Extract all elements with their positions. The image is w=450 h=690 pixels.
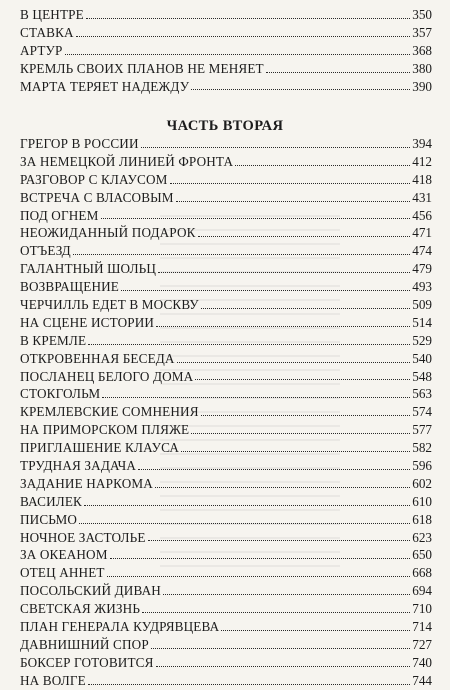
- toc-entry-title: РАЗГОВОР С КЛАУСОМ: [20, 171, 168, 187]
- toc-entry: [20, 42, 432, 60]
- toc-entry-title: В КРЕМЛЕ: [20, 332, 87, 348]
- dot-leader: [156, 325, 410, 327]
- dot-leader: [198, 235, 411, 237]
- dot-leader: [155, 486, 410, 488]
- toc-entry-page: 350: [412, 7, 432, 22]
- toc-entry-title: ГАЛАНТНЫЙ ШОЛЬЦ: [20, 261, 157, 277]
- dot-leader: [221, 629, 410, 631]
- dot-leader: [158, 271, 410, 273]
- dot-leader: [121, 289, 410, 291]
- dot-leader: [79, 522, 410, 524]
- dot-leader: [201, 307, 410, 309]
- dot-leader: [65, 53, 411, 55]
- toc-entry-page: 740: [412, 654, 432, 670]
- toc-entry: [20, 207, 432, 225]
- toc-entry: [20, 421, 432, 439]
- toc-entry-page: 577: [412, 422, 432, 438]
- dot-leader: [76, 35, 410, 37]
- toc-entry-title: ПРИГЛАШЕНИЕ КЛАУСА: [20, 440, 180, 456]
- toc-entry-title: ЗАДАНИЕ НАРКОМА: [20, 475, 153, 491]
- part-two-heading: ЧАСТЬ ВТОРАЯ: [166, 118, 284, 134]
- dot-leader: [201, 414, 411, 416]
- toc-entry-title: АРТУР: [20, 42, 63, 58]
- toc-entry-page: 418: [412, 171, 432, 187]
- toc-entry: [20, 511, 432, 529]
- toc-entry-title: ПЛАН ГЕНЕРАЛА КУДРЯВЦЕВА: [20, 619, 220, 635]
- toc-entry: [20, 654, 432, 672]
- toc-entry-page: 394: [412, 136, 432, 151]
- toc-entry-title: ГРЕГОР В РОССИИ: [20, 136, 139, 151]
- toc-part-one: [20, 6, 432, 95]
- toc-entry-title: ВСТРЕЧА С ВЛАСОВЫМ: [20, 189, 174, 205]
- toc-entry: [20, 439, 432, 457]
- toc-entry-title: НА СЦЕНЕ ИСТОРИИ: [20, 314, 155, 330]
- toc-entry-title: ОТЕЦ АННЕТ: [20, 565, 105, 581]
- toc-entry-title: НА ВОЛГЕ: [20, 672, 86, 688]
- toc-entry: [20, 332, 432, 350]
- dot-leader: [141, 146, 411, 148]
- toc-entry: [20, 260, 432, 278]
- toc-entry-page: 514: [412, 314, 432, 330]
- dot-leader: [138, 468, 410, 470]
- dot-leader: [177, 361, 411, 363]
- toc-entry-page: 710: [412, 601, 432, 617]
- toc-entry: [20, 296, 432, 314]
- dot-leader: [151, 647, 410, 649]
- toc-entry-title: ЗА НЕМЕЦКОЙ ЛИНИЕЙ ФРОНТА: [20, 153, 234, 169]
- toc-entry-page: 368: [412, 42, 432, 58]
- toc-entry: [20, 636, 432, 654]
- toc-entry-page: 714: [412, 619, 432, 635]
- toc-entry-page: 471: [412, 225, 432, 241]
- toc-entry: [20, 60, 432, 78]
- dot-leader: [191, 88, 410, 90]
- dot-leader: [163, 593, 410, 595]
- toc-entry-page: 668: [412, 565, 432, 581]
- toc-entry: [20, 672, 432, 690]
- toc-entry: [20, 314, 432, 332]
- toc-entry-page: 744: [412, 672, 432, 688]
- toc-entry-page: 563: [412, 386, 432, 402]
- toc-entry: [20, 457, 432, 475]
- toc-entry: [20, 135, 432, 153]
- toc-entry-page: 618: [412, 511, 432, 527]
- toc-entry: [20, 6, 432, 24]
- dot-leader: [195, 378, 410, 380]
- toc-entry: [20, 242, 432, 260]
- toc-entry-page: 456: [412, 207, 432, 223]
- dot-leader: [176, 200, 411, 202]
- toc-entry-page: 357: [412, 24, 432, 40]
- dot-leader: [181, 450, 410, 452]
- dot-leader: [88, 683, 410, 685]
- toc-entry: [20, 224, 432, 242]
- toc-entry: [20, 278, 432, 296]
- toc-entry-page: 650: [412, 547, 432, 563]
- toc-entry: [20, 600, 432, 618]
- toc-entry: [20, 78, 432, 96]
- toc-entry-title: В ЦЕНТРЕ: [20, 7, 84, 22]
- toc-entry-page: 474: [412, 243, 432, 259]
- toc-entry-page: 412: [412, 153, 432, 169]
- toc-entry-title: ДАВНИШНИЙ СПОР: [20, 636, 149, 652]
- dot-leader: [101, 217, 411, 219]
- toc-entry-title: ЧЕРЧИЛЛЬ ЕДЕТ В МОСКВУ: [20, 297, 199, 313]
- toc-entry: [20, 153, 432, 171]
- toc-entry-title: СТОКГОЛЬМ: [20, 386, 101, 402]
- dot-leader: [148, 539, 411, 541]
- toc-entry-title: НЕОЖИДАННЫЙ ПОДАРОК: [20, 225, 196, 241]
- dot-leader: [107, 575, 411, 577]
- toc-entry-page: 529: [412, 332, 432, 348]
- toc-entry-title: ПОСОЛЬСКИЙ ДИВАН: [20, 583, 161, 599]
- toc-entry-page: 479: [412, 261, 432, 277]
- toc-entry-title: ЗА ОКЕАНОМ: [20, 547, 108, 563]
- toc-entry-page: 431: [412, 189, 432, 205]
- toc-entry-page: 493: [412, 279, 432, 295]
- toc-entry-page: 694: [412, 583, 432, 599]
- toc-entry-title: ВАСИЛЕК: [20, 493, 82, 509]
- toc-entry-title: НА ПРИМОРСКОМ ПЛЯЖЕ: [20, 422, 190, 438]
- toc-entry-title: ПИСЬМО: [20, 511, 78, 527]
- toc-entry: [20, 385, 432, 403]
- toc-entry-title: ВОЗВРАЩЕНИЕ: [20, 279, 120, 295]
- dot-leader: [110, 557, 411, 559]
- toc-entry-page: 727: [412, 636, 432, 652]
- dot-leader: [235, 164, 410, 166]
- toc-entry: [20, 171, 432, 189]
- toc-entry-page: 540: [412, 350, 432, 366]
- toc-entry: [20, 403, 432, 421]
- toc-entry-title: МАРТА ТЕРЯЕТ НАДЕЖДУ: [20, 78, 190, 94]
- toc-entry-page: 596: [412, 458, 432, 474]
- toc-entry: [20, 368, 432, 386]
- toc-entry: [20, 189, 432, 207]
- toc-entry: [20, 582, 432, 600]
- toc-entry-page: 509: [412, 297, 432, 313]
- toc-entry-title: КРЕМЛЕВСКИЕ СОМНЕНИЯ: [20, 404, 199, 420]
- toc-entry-title: ПОД ОГНЕМ: [20, 207, 99, 223]
- toc-entry: [20, 618, 432, 636]
- toc-entry: [20, 493, 432, 511]
- toc-entry-title: КРЕМЛЬ СВОИХ ПЛАНОВ НЕ МЕНЯЕТ: [20, 60, 264, 76]
- toc-entry-title: НОЧНОЕ ЗАСТОЛЬЕ: [20, 529, 146, 545]
- toc-entry-title: СТАВКА: [20, 24, 74, 40]
- toc-entry-title: ОТЪЕЗД: [20, 243, 71, 259]
- toc-entry-page: 582: [412, 440, 432, 456]
- toc-entry-page: 623: [412, 529, 432, 545]
- toc-entry: [20, 475, 432, 493]
- toc-entry-page: 602: [412, 475, 432, 491]
- toc-entry: [20, 564, 432, 582]
- dot-leader: [86, 17, 410, 19]
- toc-entry-page: 610: [412, 493, 432, 509]
- toc-part-two: [20, 135, 432, 690]
- dot-leader: [102, 396, 410, 398]
- toc-entry: [20, 350, 432, 368]
- toc-entry-title: ТРУДНАЯ ЗАДАЧА: [20, 458, 137, 474]
- toc-entry-page: 574: [412, 404, 432, 420]
- toc-entry-title: СВЕТСКАЯ ЖИЗНЬ: [20, 601, 141, 617]
- dot-leader: [170, 182, 411, 184]
- dot-leader: [84, 504, 410, 506]
- toc-entry-title: ПОСЛАНЕЦ БЕЛОГО ДОМА: [20, 368, 194, 384]
- toc-entry-page: 380: [412, 60, 432, 76]
- toc-entry-title: БОКСЕР ГОТОВИТСЯ: [20, 654, 154, 670]
- dot-leader: [191, 432, 410, 434]
- toc-entry: [20, 529, 432, 547]
- dot-leader: [73, 253, 410, 255]
- dot-leader: [142, 611, 410, 613]
- dot-leader: [156, 665, 411, 667]
- toc-entry-title: ОТКРОВЕННАЯ БЕСЕДА: [20, 350, 175, 366]
- toc-entry-page: 548: [412, 368, 432, 384]
- toc-entry-page: 390: [412, 78, 432, 94]
- dot-leader: [266, 71, 410, 73]
- dot-leader: [88, 343, 410, 345]
- toc-entry: [20, 546, 432, 564]
- toc-entry: [20, 24, 432, 42]
